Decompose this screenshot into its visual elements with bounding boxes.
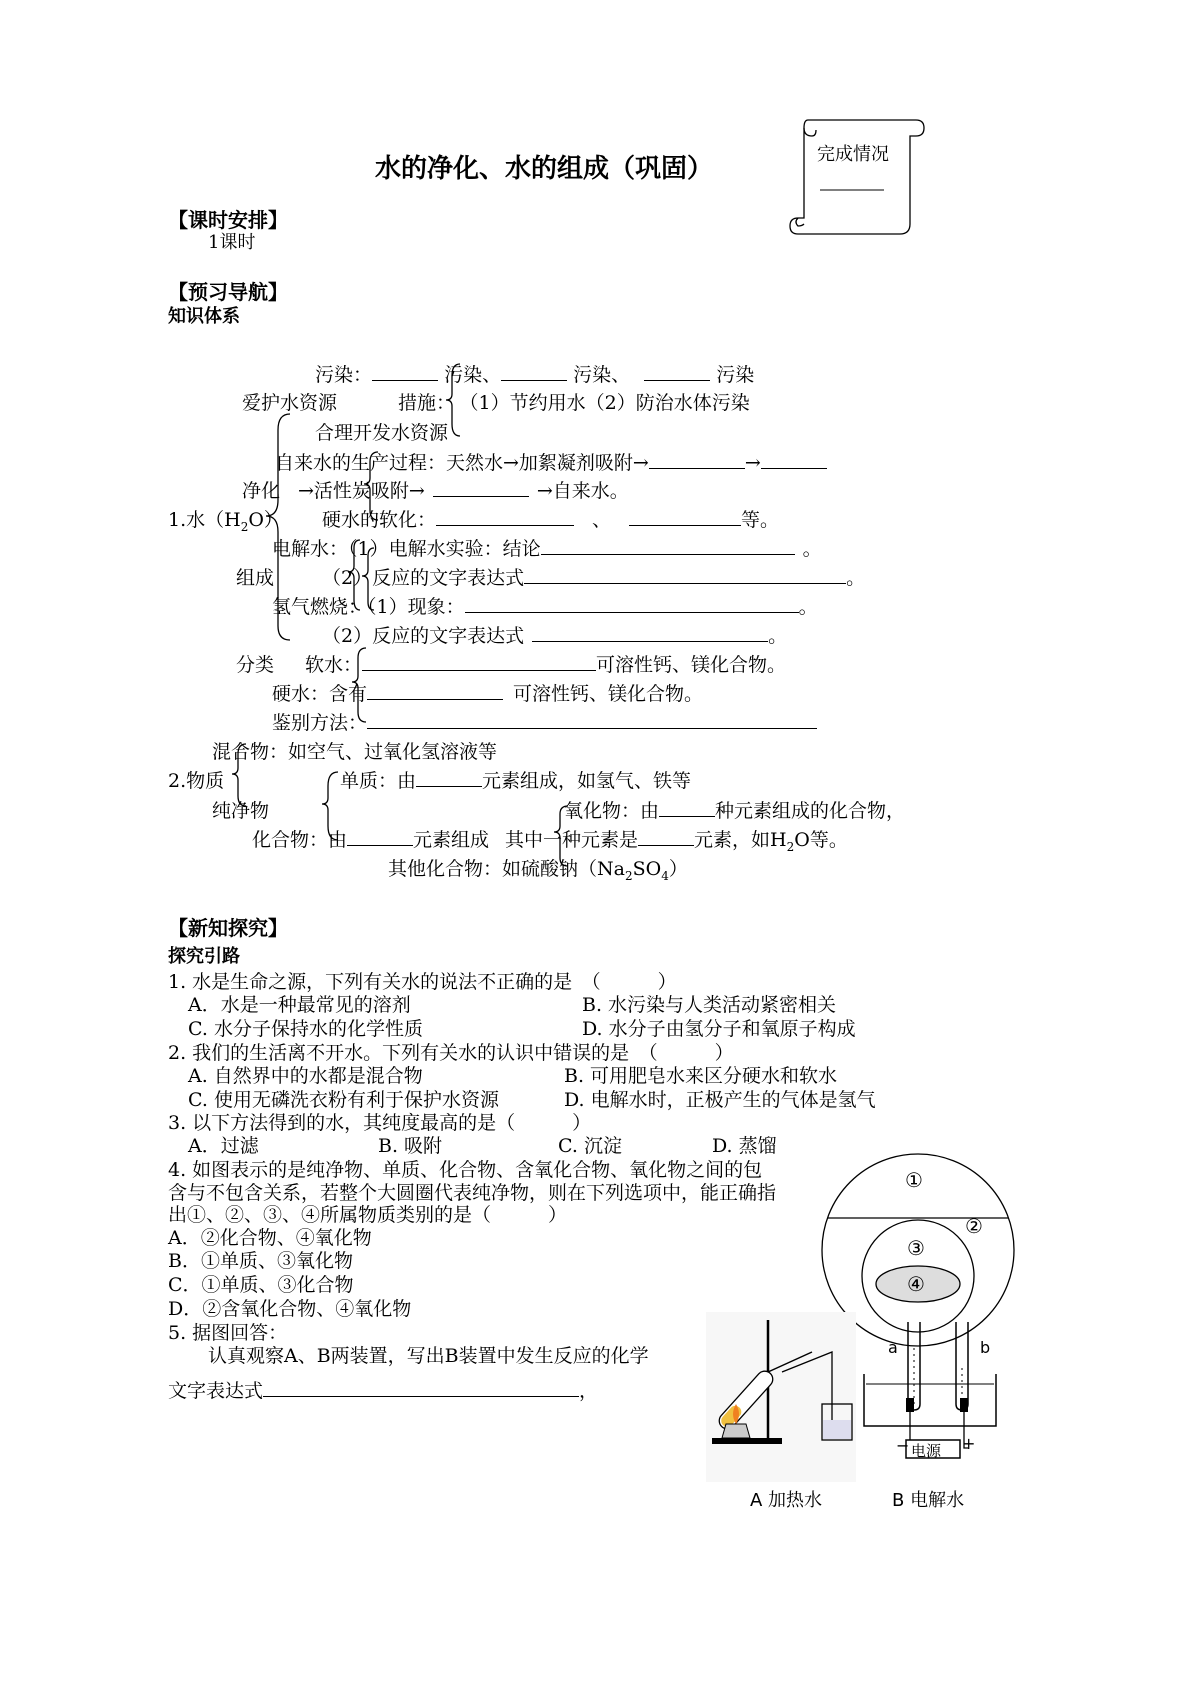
tube-b-label: b [980, 1338, 991, 1357]
power-supply-label: 电源 [911, 1442, 942, 1460]
kt-mixture: 混合物：如空气、过氧化氢溶液等 [212, 741, 498, 763]
venn-label-1: ① [905, 1168, 923, 1192]
q4-line2: 含与不包含关系，若整个大圆圈代表纯净物，则在下列选项中，能正确指 [168, 1182, 777, 1204]
q3-option-d: D. 蒸馏 [712, 1135, 777, 1157]
page-title: 水的净化、水的组成（巩固） [375, 154, 714, 184]
q3-option-a: A．过滤 [188, 1135, 259, 1157]
kt-measures-row: 措施： （1）节约用水（2）防治水体污染 [398, 392, 750, 414]
kt-pure: 纯净物 [212, 800, 270, 822]
q2-stem: 2. 我们的生活离不开水。下列有关水的认识中错误的是 （ ） [168, 1042, 734, 1064]
minus-label: − [896, 1436, 910, 1455]
knowledge-subheading: 知识体系 [168, 306, 240, 327]
q2-option-a: A. 自然界中的水都是混合物 [188, 1065, 423, 1087]
kt-hard-row: 硬水：含有 可溶性钙、镁化合物。 [272, 679, 703, 706]
kt-water-root: 1.水$(H_2O)$ [168, 509, 283, 534]
q2-option-b: B. 可用肥皂水来区分硬水和软水 [564, 1065, 838, 1087]
completion-label: 完成情况 [817, 144, 889, 165]
q1-option-a: A．水是一种最常见的溶剂 [188, 994, 411, 1016]
explore-subheading: 探究引路 [168, 946, 240, 967]
venn-label-3: ③ [907, 1236, 925, 1260]
figure-a-caption: A 加热水 [750, 1490, 823, 1511]
kt-element-row: 单质：由 元素组成，如氢气、铁等 [340, 766, 691, 793]
q1-option-c: C. 水分子保持水的化学性质 [188, 1018, 423, 1040]
q4-option-a: A．②化合物、④氧化物 [168, 1227, 372, 1249]
q3-option-b: B. 吸附 [378, 1135, 443, 1157]
q3-option-c: C. 沉淀 [558, 1135, 622, 1157]
explore-heading: 【新知探究】 [168, 916, 288, 940]
kt-soft-row: 软水： 可溶性钙、镁化合物。 [305, 650, 786, 677]
kt-soften-row: 硬水的软化： 、 等。 [322, 505, 779, 532]
kt-purify-row: 净化 →活性炭吸附→ →自来水。 [242, 476, 629, 503]
figure-b-caption: B 电解水 [892, 1490, 965, 1511]
kt-classify: 分类 [236, 654, 275, 676]
tube-a-label: a [888, 1338, 898, 1357]
q4-line1: 4. 如图表示的是纯净物、单质、化合物、含氧化合物、氧化物之间的包 [168, 1159, 763, 1181]
scroll-box-icon [786, 112, 926, 242]
plus-label: + [962, 1434, 976, 1453]
kt-reaction3-row: （2）反应的文字表达式 。 [322, 621, 787, 648]
kt-electrolysis-row: 电解水：（1）电解水实验：结论 。 [272, 534, 822, 561]
q1-option-d: D. 水分子由氢分子和氧原子构成 [582, 1018, 856, 1040]
q4-option-b: B．①单质、③氧化物 [168, 1250, 353, 1272]
kt-compound-row: 化合物：由 元素组成 其中一种元素是 元素，如$H_2O$等。 [252, 825, 848, 854]
heating-apparatus-figure [706, 1312, 856, 1482]
q4-option-d: D．②含氧化合物、④氧化物 [168, 1298, 412, 1320]
venn-label-2: ② [965, 1214, 983, 1238]
q5-line1: 认真观察A、B两装置，写出B装置中发生反应的化学 [208, 1345, 649, 1367]
schedule-heading: 【课时安排】 [168, 208, 288, 232]
kt-develop: 合理开发水资源 [315, 422, 449, 444]
q2-option-d: D. 电解水时，正极产生的气体是氢气 [564, 1089, 876, 1111]
q3-stem: 3. 以下方法得到的水，其纯度最高的是（ ） [168, 1112, 592, 1134]
q5-line2-row: 文字表达式 ， [168, 1376, 598, 1403]
q1-option-b: B. 水污染与人类活动紧密相关 [582, 994, 837, 1016]
kt-pollution-row: 污染： 污染、 污染、 污染 [315, 360, 754, 387]
kt-reaction2-row: （2）反应的文字表达式 。 [322, 563, 865, 590]
q1-stem: 1. 水是生命之源，下列有关水的说法不正确的是 （ ） [168, 971, 677, 993]
kt-oxide-row: 氧化物：由 种元素组成的化合物， [564, 796, 905, 823]
q4-option-c: C．①单质、③化合物 [168, 1274, 354, 1296]
q4-line3: 出①、②、③、④所属物质类别的是（ ） [168, 1204, 568, 1226]
kt-other-row: 其他化合物：如硫酸钠$(Na_2SO_4)$ [388, 858, 688, 883]
kt-composition: 组成 [236, 567, 275, 589]
venn-label-4: ④ [907, 1272, 925, 1296]
kt-tap-row: 自来水的生产过程：天然水→加絮凝剂吸附→ → [275, 448, 827, 475]
q2-option-c: C. 使用无磷洗衣粉有利于保护水资源 [188, 1089, 499, 1111]
kt-hburn-row: 氢气燃烧：（1）现象： 。 [272, 592, 818, 619]
preview-heading: 【预习导航】 [168, 280, 288, 304]
kt-protect: 爱护水资源 [242, 392, 338, 414]
q5-stem: 5. 据图回答： [168, 1322, 288, 1344]
kt-identify-row: 鉴别方法： [272, 708, 817, 735]
kt-matter: 2.物质 [168, 770, 225, 792]
schedule-value: 1课时 [208, 232, 256, 253]
